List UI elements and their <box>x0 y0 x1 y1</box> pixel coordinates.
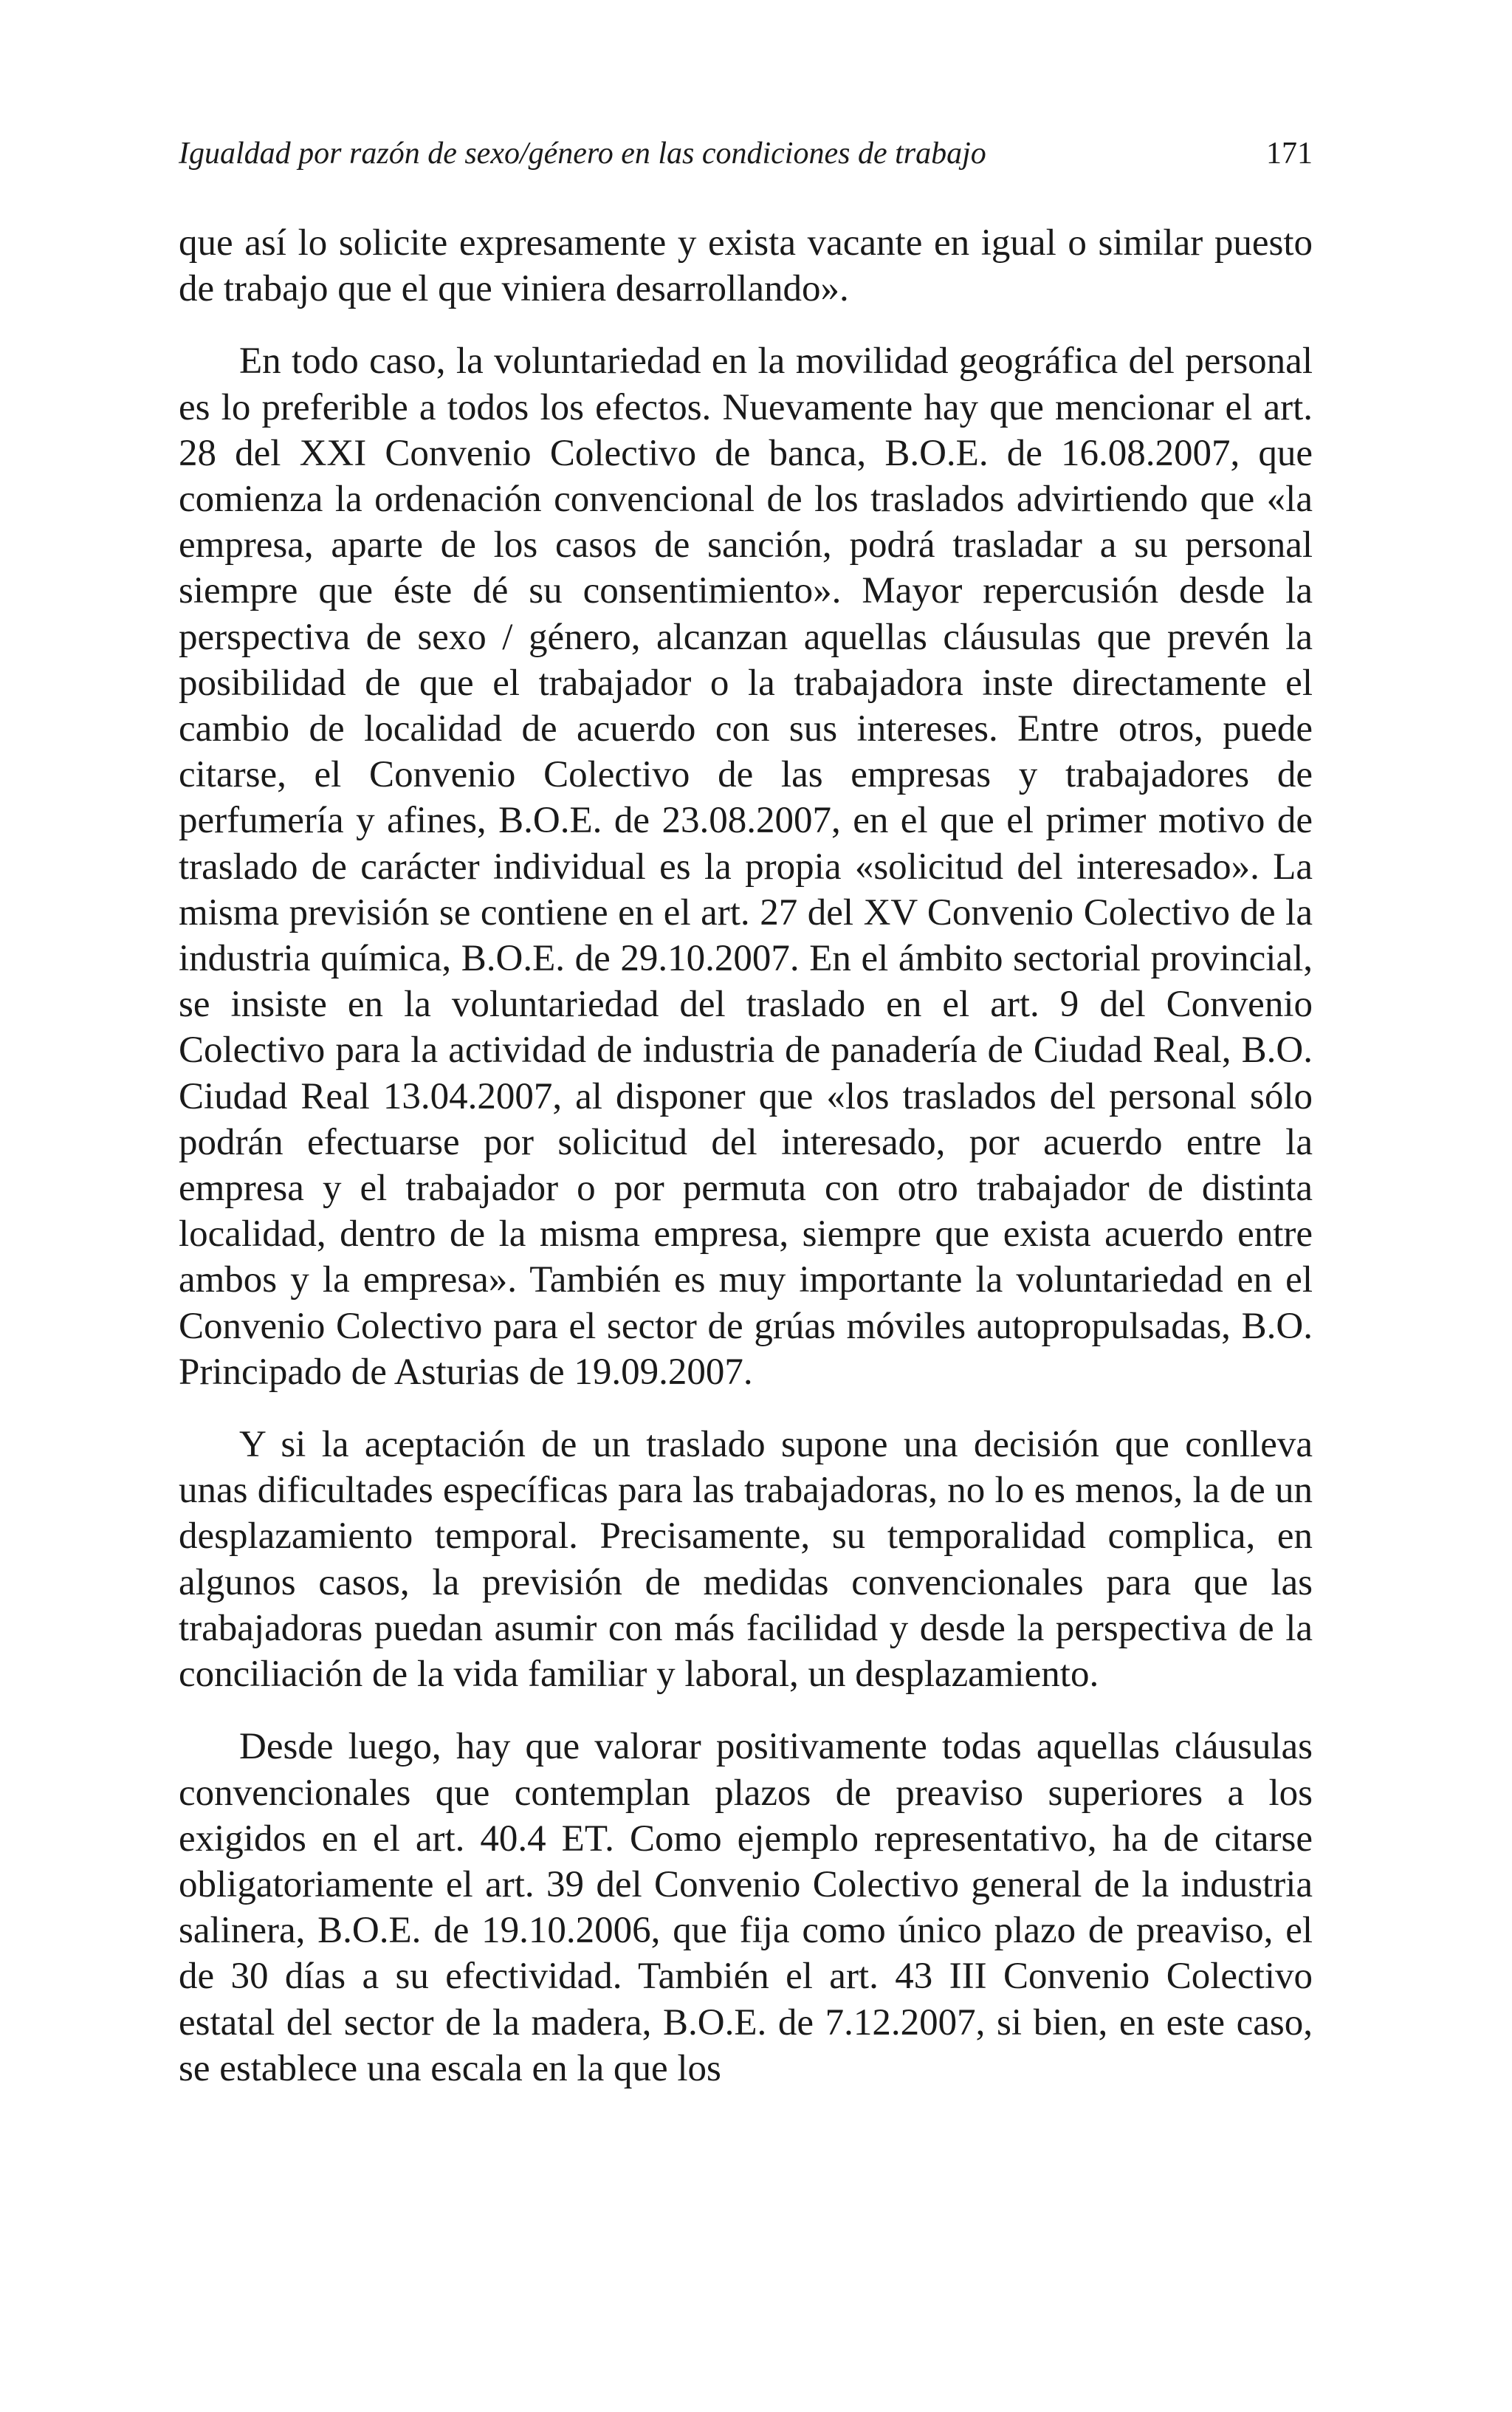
body-text <box>179 220 1313 2118</box>
paragraph: Y si la aceptación de un traslado supone una decisión que conlleva unas dificultades específicas para las trabajadoras, no lo es menos, la de un desplazamiento temporal. Precisamente, su temporalidad complica, en algunos casos, la previsión de medidas convencionales para que las trabajadoras puedan asumir con más facilidad y desde la perspectiva de la conciliación de la vida familiar y laboral, un desplazamiento. <box>179 1424 1313 1696</box>
page-number: 171 <box>1266 137 1313 171</box>
running-header <box>179 131 1313 176</box>
paragraph: En todo caso, la voluntariedad en la movilidad geográfica del personal es lo preferible a todos los efectos. Nuevamente hay que mencionar el art. 28 del XXI Convenio Colectivo de banca, B.O.E. de 16.08.2007, que comienza la ordenación convencional de los traslados advirtiendo que «la empresa, aparte de los casos de sanción, podrá trasladar a su personal siempre que éste dé su consentimiento». Mayor repercusión desde la perspectiva de sexo / género, alcanzan aquellas cláusulas que prevén la posibilidad de que el trabajador o la trabajadora inste directamente el cambio de localidad de acuerdo con sus intereses. Entre otros, puede citarse, el Convenio Colectivo de las empresas y trabajadores de perfumería y afines, B.O.E. de 23.08.2007, en el que el primer motivo de traslado de carácter individual es la propia «solicitud del interesado». La misma previsión se contiene en el art. 27 del XV Convenio Colectivo de la industria química, B.O.E. de 29.10.2007. En el ámbito sectorial provincial, se insiste en la voluntariedad del traslado en el art. 9 del Convenio Colectivo para la actividad de industria de panadería de Ciudad Real, B.O. Ciudad Real 13.04.2007, al disponer que «los traslados del personal sólo podrán efectuarse por solicitud del interesado, por acuerdo entre la empresa y el trabajador o por permuta con otro trabajador de distinta localidad, dentro de la misma empresa, siempre que exista acuerdo entre ambos y la empresa». También es muy importante la voluntariedad en el Convenio Colectivo para el sector de grúas móviles autopropulsadas, B.O. Principado de Asturias de 19.09.2007. <box>179 340 1313 1393</box>
paragraph-continued: que así lo solicite expresamente y exista vacante en igual o similar puesto de trabajo que el que viniera desarrollando». <box>179 222 1313 310</box>
running-title: Igualdad por razón de sexo/género en las condiciones de trabajo <box>179 137 986 171</box>
paragraph: Desde luego, hay que valorar positivamente todas aquellas cláusulas convencionales que contemplan plazos de preaviso superiores a los exigidos en el art. 40.4 ET. Como ejemplo representativo, ha de citarse obligatoriamente el art. 39 del Convenio Colectivo general de la industria salinera, B.O.E. de 19.10.2006, que fija como único plazo de preaviso, el de 30 días a su efectividad. También el art. 43 III Convenio Colectivo estatal del sector de la madera, B.O.E. de 7.12.2007, si bien, en este caso, se establece una escala en la que los <box>179 1726 1313 2089</box>
